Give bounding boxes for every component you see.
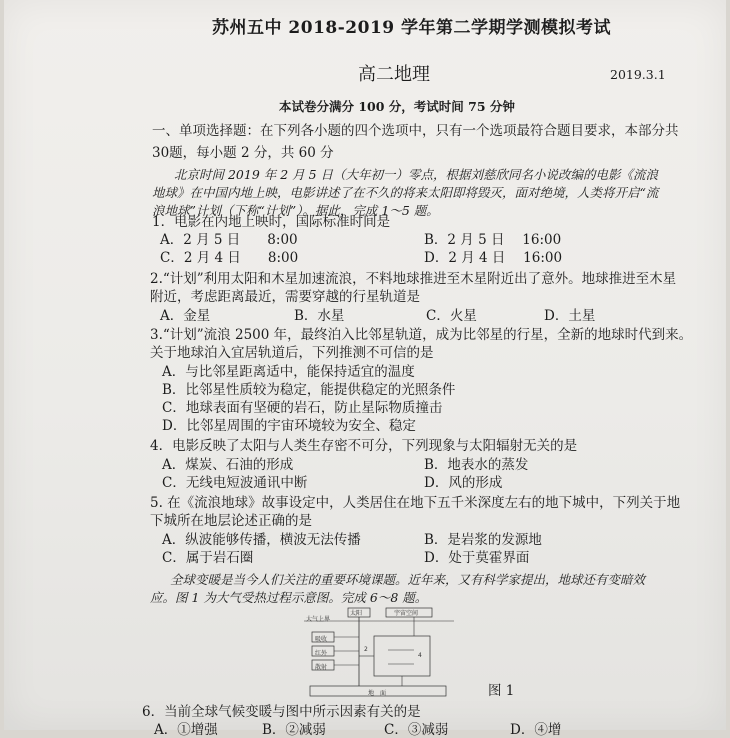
- q5-line2: 下城所在地层论述正确的是: [150, 513, 312, 529]
- passage1-line3: 浪地球”计划（下称“计划”）。据此，完成 1～5 题。: [152, 203, 439, 218]
- q5-option-b: B．是岩浆的发源地: [424, 532, 542, 548]
- exam-paper: [4, 0, 726, 738]
- q2-line2: 附近，考虑距离最近，需要穿越的行星轨道是: [150, 289, 420, 305]
- q3-option-c: C．地球表面有坚硬的岩石，防止星际物质撞击: [162, 400, 443, 416]
- q5-option-c: C．属于岩石圈: [162, 550, 254, 566]
- subject-title: 高二地理: [358, 64, 430, 85]
- passage2-line2: 应。图 1 为大气受热过程示意图。完成 6～8 题。: [150, 590, 428, 605]
- q1-option-b: B．2 月 5 日 16:00: [424, 232, 562, 248]
- q6-stem: 6．当前全球气候变暖与图中所示因素有关的是: [142, 704, 421, 720]
- label-scatter: 散射: [315, 664, 328, 671]
- label-atmosphere-top: 大气上界: [306, 616, 331, 623]
- q3-line2: 关于地球泊入宜居轨道后，下列推测不可信的是: [150, 345, 434, 361]
- q6-option-b: B．②减弱: [262, 722, 326, 738]
- q6-option-c: C．③减弱: [384, 722, 449, 738]
- q3-line1: 3.“计划”流浪 2500 年，最终泊入比邻星轨道，成为比邻星的行星，全新的地球时代到来。: [150, 327, 693, 343]
- q2-option-a: A．金星: [160, 308, 211, 324]
- q3-option-b: B．比邻星性质较为稳定，能提供稳定的光照条件: [162, 382, 456, 398]
- exam-info: 本试卷分满分 100 分，考试时间 75 分钟: [279, 99, 515, 114]
- q4-option-d: D．风的形成: [424, 475, 503, 491]
- q4-option-b: B．地表水的蒸发: [424, 457, 529, 473]
- q2-option-b: B．水星: [294, 308, 345, 324]
- q3-option-d: D．比邻星周围的宇宙环境较为安全、稳定: [162, 418, 416, 434]
- q1-stem: 1．电影在内地上映时，国际标准时间是: [152, 214, 391, 230]
- atmosphere-heating-diagram: [304, 606, 454, 701]
- q5-option-a: A．纵波能够传播，横波无法传播: [162, 532, 361, 548]
- q2-option-d: D．土星: [544, 308, 596, 324]
- label-space: 宇宙空间: [394, 610, 419, 617]
- exam-date: 2019.3.1: [610, 67, 666, 82]
- section1-line2: 30题，每小题 2 分，共 60 分: [152, 145, 334, 161]
- passage2-line1: 全球变暖是当今人们关注的重要环境课题。近年来，又有科学家提出，地球还有变暗效: [170, 572, 646, 587]
- exam-title: 苏州五中 2018-2019 学年第二学期学测模拟考试: [212, 18, 612, 38]
- label-absorb: 吸收: [315, 636, 328, 643]
- q3-option-a: A．与比邻星距离适中，能保持适宜的温度: [162, 364, 415, 380]
- q1-option-c: C．2 月 4 日 8:00: [160, 250, 299, 266]
- q1-option-a: A．2 月 5 日 8:00: [160, 232, 298, 248]
- q5-option-d: D．处于莫霍界面: [424, 550, 530, 566]
- q5-line1: 5. 在《流浪地球》故事设定中，人类居住在地下五千米深度左右的地下城中，下列关于地: [150, 495, 681, 511]
- q2-option-c: C．火星: [426, 308, 477, 324]
- q2-line1: 2.“计划”利用太阳和木星加速流浪，不料地球推进至木星附近出了意外。地球推进至木星: [150, 271, 677, 287]
- q4-option-a: A．煤炭、石油的形成: [162, 457, 294, 473]
- passage1-line1: 北京时间 2019 年 2 月 5 日（大年初一）零点，根据刘慈欣同名小说改编的电影《流浪: [174, 167, 659, 182]
- q1-option-d: D．2 月 4 日 16:00: [424, 250, 563, 266]
- q4-stem: 4．电影反映了太阳与人类生存密不可分，下列现象与太阳辐射无关的是: [150, 438, 578, 454]
- passage1-line2: 地球》在中国内地上映，电影讲述了在不久的将来太阳即将毁灭，面对绝境，人类将开启“流: [152, 185, 659, 200]
- label-sun: 太阳: [350, 610, 363, 617]
- label-num-4: 4: [418, 652, 422, 659]
- q6-option-a: A．①增强: [154, 722, 218, 738]
- figure-caption: 图 1: [488, 683, 515, 699]
- label-ground: 地 面: [368, 690, 387, 697]
- label-infrared: 红外: [315, 650, 328, 657]
- q6-option-d: D．④增: [510, 722, 562, 738]
- label-num-2: 2: [364, 646, 368, 653]
- section1-line1: 一、单项选择题：在下列各小题的四个选项中，只有一个选项最符合题目要求，本部分共: [152, 123, 679, 139]
- q4-option-c: C．无线电短波通讯中断: [162, 475, 308, 491]
